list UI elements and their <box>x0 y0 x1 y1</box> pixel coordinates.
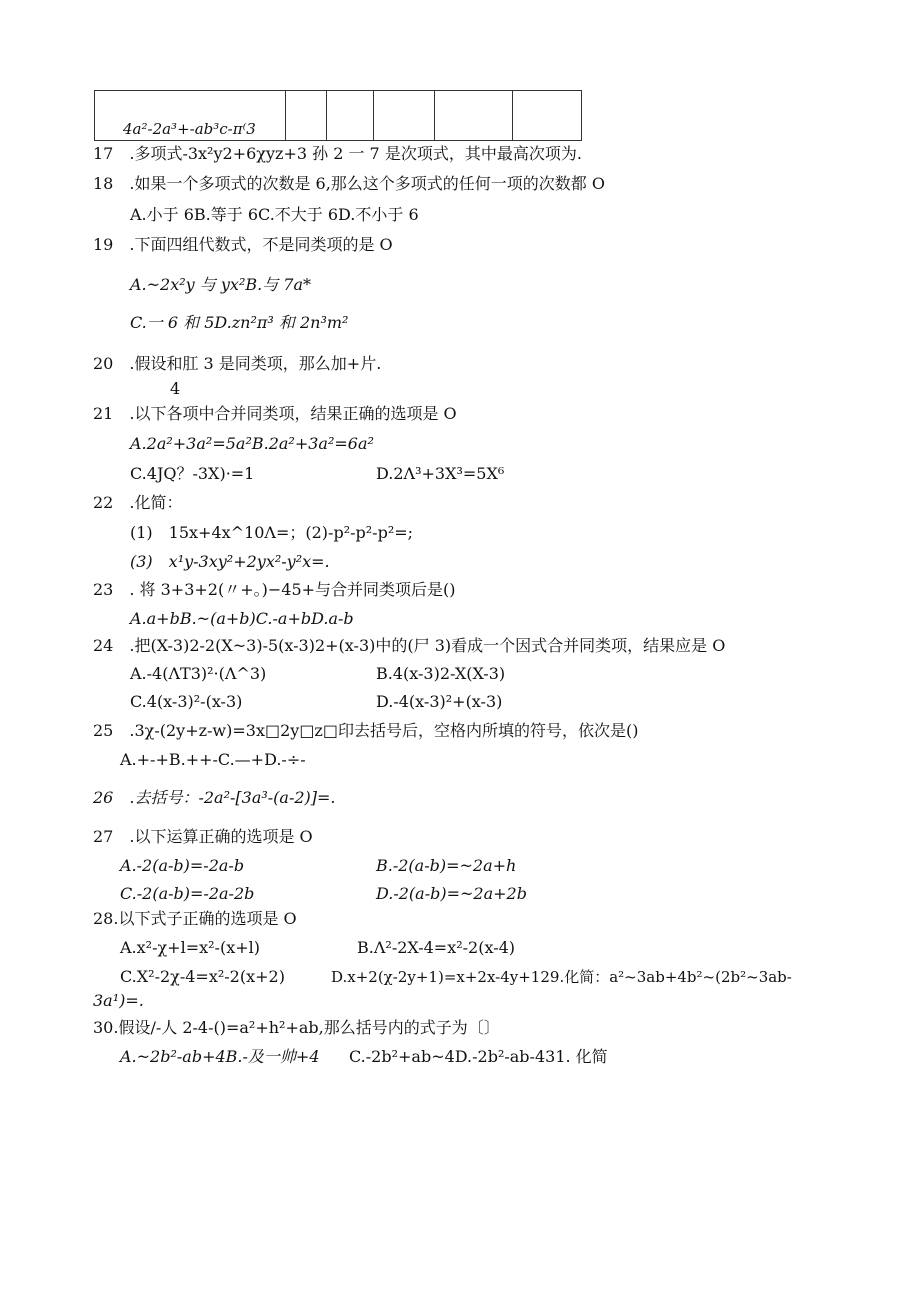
question-25-options: A.+-+B.++-C.—+D.-÷- <box>120 750 306 769</box>
question-30: 30.假设/-人 2-4-()=a²+h²+ab,那么括号内的式子为〔〕 <box>93 1018 500 1037</box>
question-28-option-a: A.x²-χ+l=x²-(x+l) <box>120 938 260 957</box>
question-29-continuation: 3a¹)=. <box>93 991 144 1010</box>
question-24-option-a: A.-4(ΛT3)²·(Λ^3) <box>130 664 267 683</box>
question-19: 19 .下面四组代数式，不是同类项的是 O <box>93 235 393 254</box>
table-cell <box>374 91 435 141</box>
question-28-option-d: D.x+2(χ-2y+1)=x+2x-4y+129.化简：a²~3ab+4b²~(2b²~3ab- <box>331 968 792 986</box>
question-24-option-c: C.4(x-3)²-(x-3) <box>130 692 243 711</box>
question-27-option-a: A.-2(a-b)=-2a-b <box>120 856 245 875</box>
question-21-option-c: C.4JQ？-3X)·=1 <box>130 464 255 483</box>
question-30-options-cd: C.-2b²+ab~4D.-2b²-ab-431. 化简 <box>349 1047 608 1066</box>
question-22-part-1-2: (1) 15x+4x^10Λ=；(2)-p²-p²-p²=; <box>130 523 414 542</box>
question-27: 27 .以下运算正确的选项是 O <box>93 827 313 846</box>
question-26: 26 .去括号：-2a²-[3a³-(a-2)]=. <box>93 788 336 807</box>
question-27-option-c: C.-2(a-b)=-2a-2b <box>120 884 255 903</box>
question-23-options: A.a+bB.~(a+b)C.-a+bD.a-b <box>130 609 354 628</box>
question-30-options-ab: A.~2b²-ab+4B.-及一帅+4 <box>120 1047 320 1066</box>
table-cell <box>513 91 582 141</box>
question-28: 28.以下式子正确的选项是 O <box>93 909 297 928</box>
question-24-option-b: B.4(x-3)2-X(X-3) <box>376 664 506 683</box>
question-27-option-b: B.-2(a-b)=~2a+h <box>376 856 517 875</box>
question-21: 21 .以下各项中合并同类项，结果正确的选项是 O <box>93 404 457 423</box>
question-27-option-d: D.-2(a-b)=~2a+2b <box>376 884 527 903</box>
question-21-option-d: D.2Λ³+3X³=5X⁶ <box>376 464 505 483</box>
question-17: 17 .多项式-3x²y2+6χyz+3 孙 2 一 7 是次项式，其中最高次项为. <box>93 144 582 163</box>
table-cell <box>286 91 327 141</box>
table-cell-expression: 4a²-2a³+-ab³c-π⁽3 <box>95 91 286 141</box>
question-25: 25 .3χ-(2y+z-w)=3x□2y□z□印去括号后，空格内所填的符号，依次是() <box>93 721 639 740</box>
question-19-options-cd: C.一 6 和 5D.zn²π³ 和 2n³m² <box>130 313 349 332</box>
question-20-fraction: 4 <box>170 379 181 398</box>
expression-table <box>94 90 582 141</box>
table-cell <box>327 91 374 141</box>
question-24: 24 .把(X-3)2-2(X~3)-5(x-3)2+(x-3)中的(尸 3)看成一个因式合并同类项，结果应是 O <box>93 636 726 655</box>
question-21-options-ab: A.2a²+3a²=5a²B.2a²+3a²=6a² <box>130 434 374 453</box>
question-22: 22 .化简： <box>93 493 183 512</box>
question-20: 20 .假设和肛 3 是同类项，那么加+片. <box>93 354 382 373</box>
question-18: 18 .如果一个多项式的次数是 6,那么这个多项式的任何一项的次数都 O <box>93 174 606 193</box>
question-22-part-3: (3) x¹y-3xy²+2yx²-y²x=. <box>130 552 330 571</box>
question-23: 23 . 将 3+3+2(〃+。)−45+与合并同类项后是() <box>93 580 456 599</box>
question-28-option-b: B.Λ²-2X-4=x²-2(x-4) <box>357 938 516 957</box>
question-24-option-d: D.-4(x-3)²+(x-3) <box>376 692 503 711</box>
question-19-options-ab: A.~2x²y 与 yx²B.与 7a* <box>130 275 312 294</box>
question-28-option-c: C.X²-2χ-4=x²-2(x+2) <box>120 967 285 986</box>
question-18-options: A.小于 6B.等于 6C.不大于 6D.不小于 6 <box>130 205 419 224</box>
table-cell <box>435 91 513 141</box>
